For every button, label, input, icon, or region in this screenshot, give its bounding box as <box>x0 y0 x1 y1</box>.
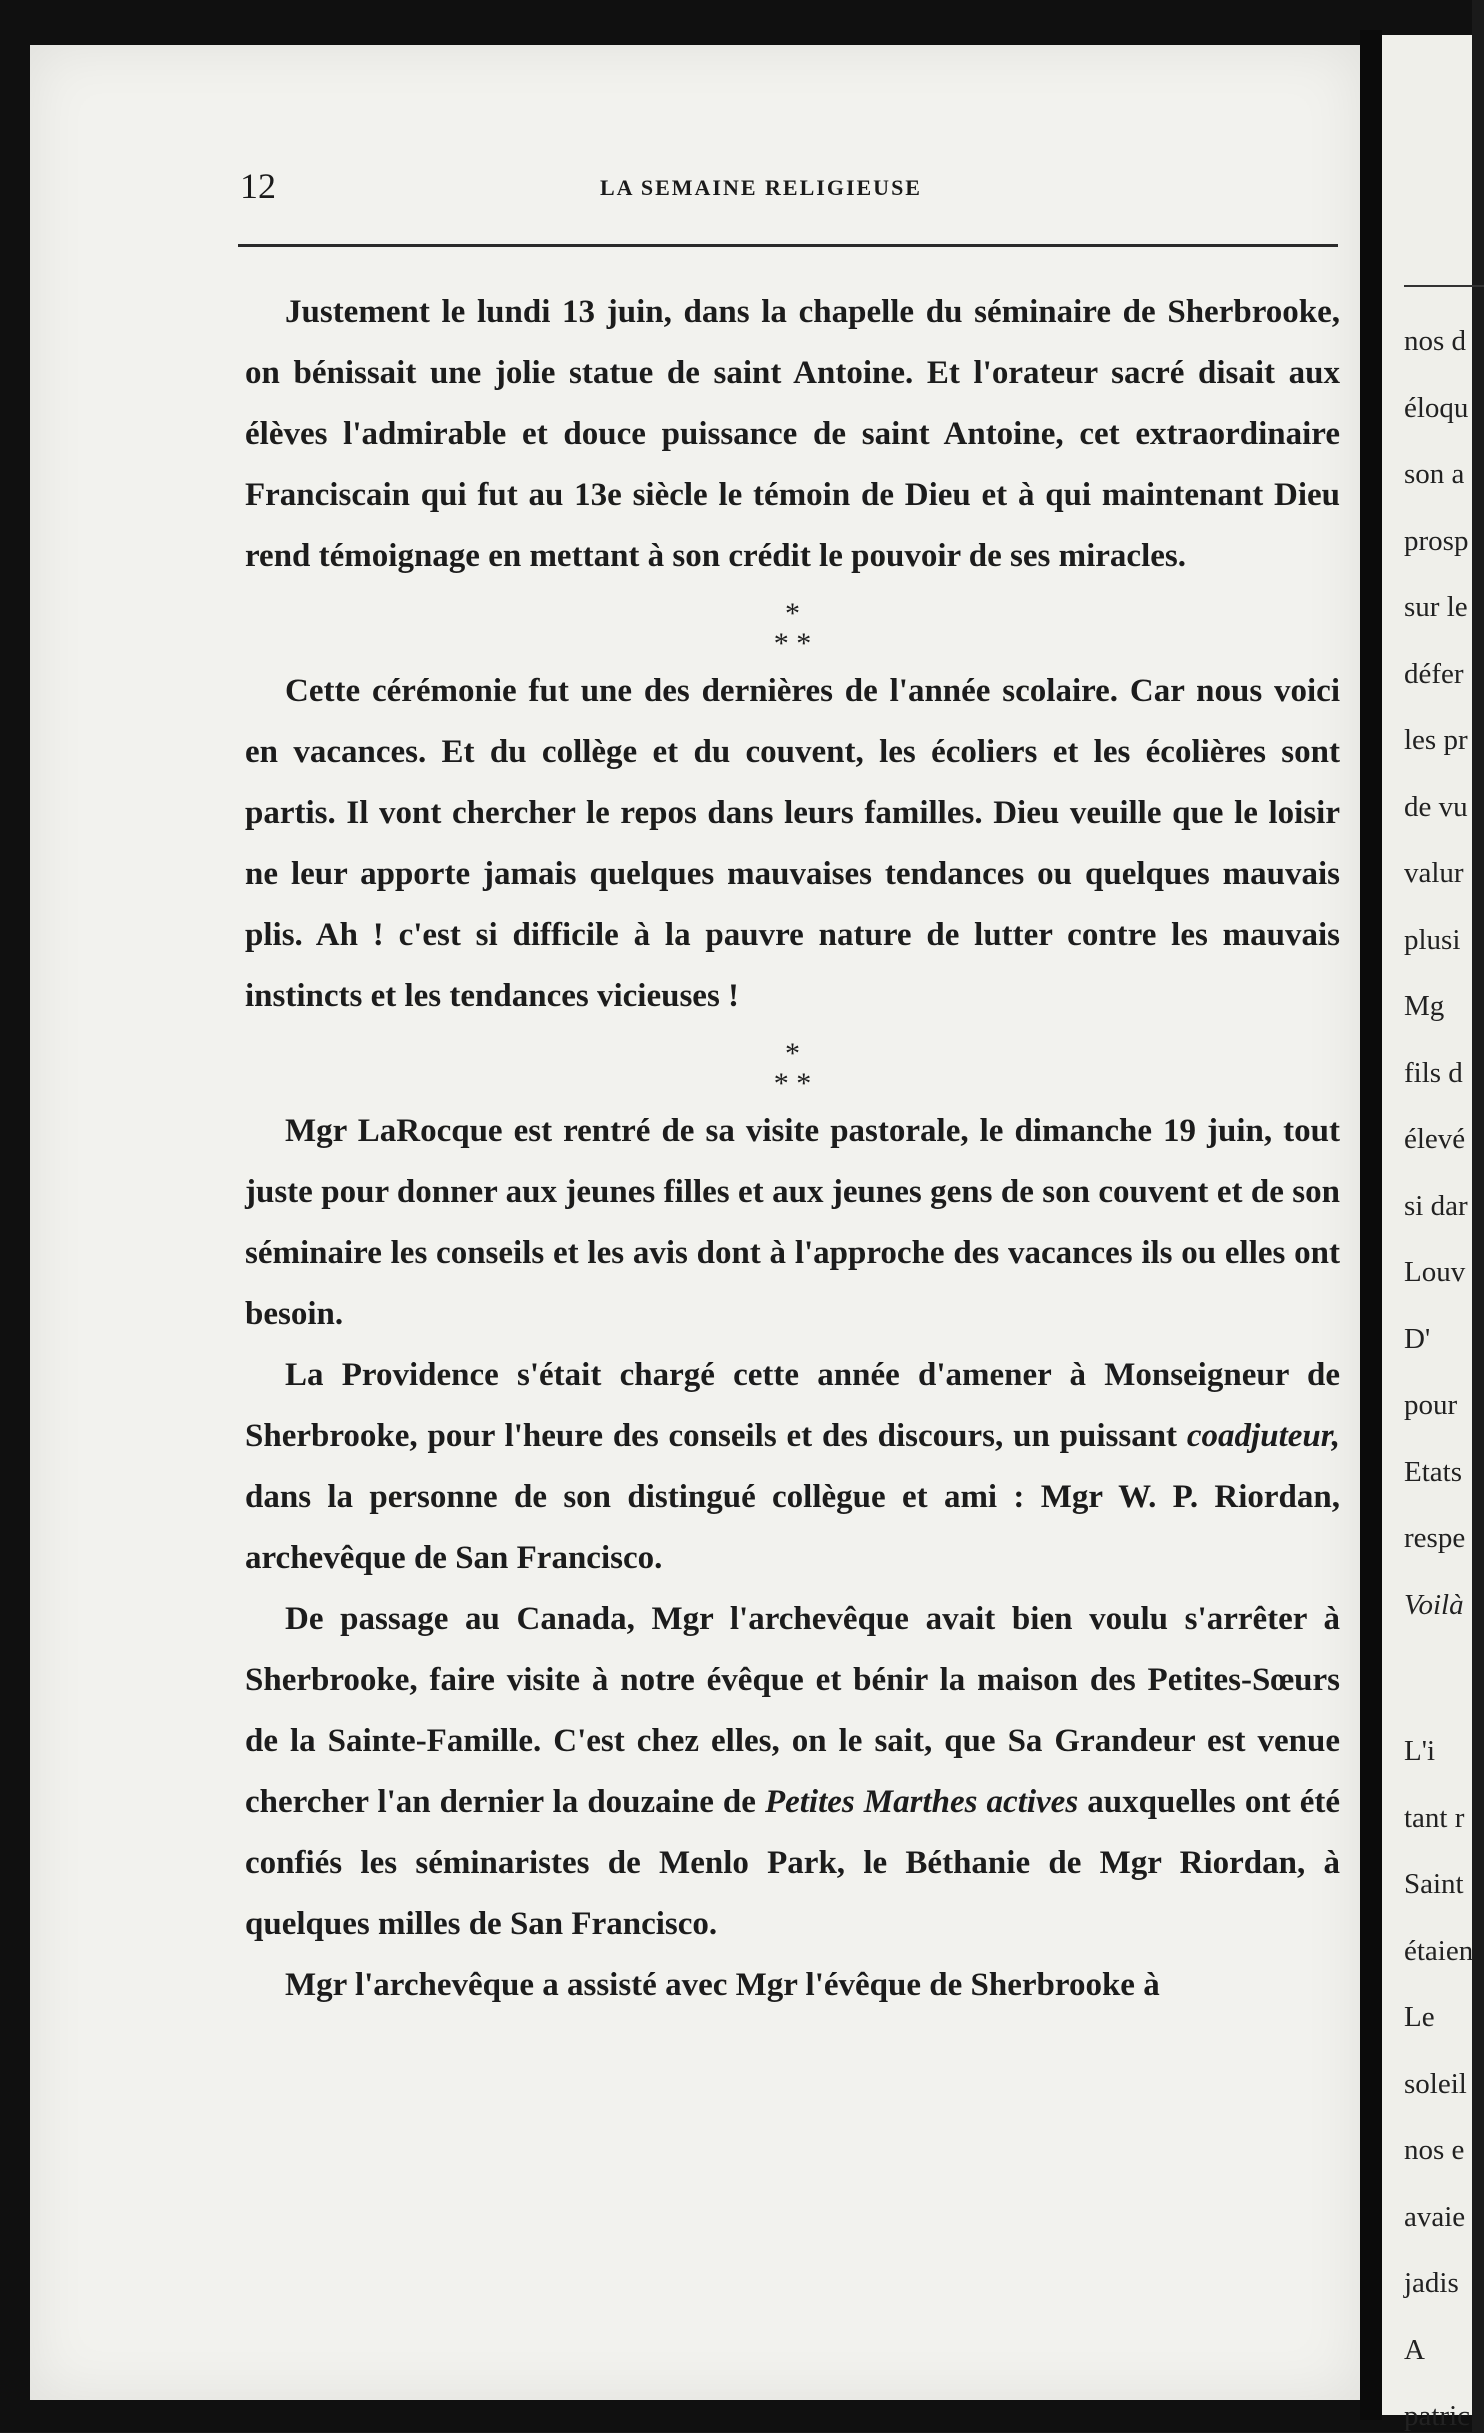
facing-page-fragment: Le <box>1404 2001 1435 2033</box>
facing-page-fragment: sur le <box>1404 591 1468 623</box>
asterism-star-right: * <box>796 627 812 660</box>
facing-page-fragment: Etats <box>1404 1455 1462 1488</box>
facing-page-fragment: Louv <box>1404 1256 1466 1288</box>
facing-page-fragment: élevé <box>1404 1123 1466 1155</box>
paragraph-passage-canada <box>245 1589 1340 1955</box>
facing-page-fragment: A <box>1404 2333 1425 2366</box>
book-gutter <box>1360 30 1382 2420</box>
facing-page-fragment: fils d <box>1404 1056 1463 1089</box>
page-body <box>245 282 1340 2016</box>
asterism-separator-2 <box>245 1027 1340 1101</box>
coadjuteur-italic: coadjuteur, <box>1186 1418 1341 1454</box>
asterism-star-right: * <box>796 1067 812 1100</box>
asterism-star-pair <box>774 627 812 660</box>
facing-page-fragment: Voilà <box>1404 1588 1464 1621</box>
asterism-star-left: * <box>773 627 789 660</box>
passage-text-b: auxquelles ont été confiés les séminaristes de Menlo Park, le Béthanie de Mgr Riordan, à quelques milles de San Francisco. <box>245 1784 1340 1942</box>
facing-page-rule <box>1404 285 1484 287</box>
facing-page-fragment: si dar <box>1404 1189 1468 1222</box>
petites-marthes-italic: Petites Marthes actives <box>764 1784 1079 1820</box>
facing-page-fragment: défer <box>1404 657 1464 690</box>
providence-text-a: La Providence s'était chargé cette année d'amener à Monseigneur de Sherbrooke, pour l'heure des conseils et des discours, un puissant <box>245 1357 1340 1454</box>
paragraph-providence <box>245 1345 1340 1589</box>
passage-text-a: De passage au Canada, Mgr l'archevêque avait bien voulu s'arrêter à Sherbrooke, faire visite à notre évêque et bénir la maison des Petites-Sœurs de la Sainte-Famille. C'est chez elles, on le sait, que Sa Grandeur est venue chercher l'an dernier la douzaine de <box>245 1601 1340 1820</box>
asterism-star-top: * <box>785 1037 800 1070</box>
facing-page-fragment: les pr <box>1404 724 1468 756</box>
facing-page-fragment: étaien <box>1404 1934 1474 1967</box>
page-header <box>240 165 1340 205</box>
facing-page-fragment: nos d <box>1404 325 1467 357</box>
asterism-star-left: * <box>773 1067 789 1100</box>
facing-page-fragment: éloqu <box>1404 391 1469 424</box>
paragraph-statue-blessing: Justement le lundi 13 juin, dans la chapelle du séminaire de Sherbrooke, on bénissait une jolie statue de saint Antoine. Et l'orateur sacré disait aux élèves l'admirable et douce puissance de saint Antoine, cet extraordinaire Franciscain qui fut au 13e siècle le témoin de Dieu et à qui maintenant Dieu rend témoignage en mettant à son crédit le pouvoir de ses miracles. <box>245 294 1340 574</box>
facing-page-fragment: nos e <box>1404 2134 1465 2166</box>
facing-page-fragment: valur <box>1404 857 1464 889</box>
facing-page-fragment: tant r <box>1404 1801 1465 1834</box>
facing-page-fragment: prosp <box>1404 524 1469 557</box>
providence-text-b: dans la personne de son distingué collègue et ami : Mgr W. P. Riordan, archevêque de San Francisco. <box>245 1479 1340 1576</box>
header-rule <box>238 244 1338 247</box>
facing-page-fragment: son a <box>1404 458 1465 490</box>
paragraph-visite-pastorale: Mgr LaRocque est rentré de sa visite pastorale, le dimanche 19 juin, tout juste pour donner aux jeunes filles et aux jeunes gens de son couvent et de son séminaire les conseils et les avis dont à l'approche des vacances ils ou elles ont besoin. <box>245 1113 1340 1332</box>
facing-page-fragment: plusi <box>1404 923 1461 956</box>
page-number: 12 <box>240 166 276 206</box>
facing-page-fragment: pour <box>1404 1389 1458 1421</box>
facing-page-fragment: L'i <box>1404 1735 1435 1767</box>
running-title: LA SEMAINE RELIGIEUSE <box>600 175 922 200</box>
facing-page-fragment: patric <box>1404 2400 1471 2432</box>
asterism-separator-1 <box>245 587 1340 661</box>
facing-page-fragment: jadis <box>1404 2267 1459 2299</box>
paragraph-archeveque: Mgr l'archevêque a assisté avec Mgr l'évêque de Sherbrooke à <box>285 1967 1160 2003</box>
paragraph-vacances: Cette cérémonie fut une des dernières de l'année scolaire. Car nous voici en vacances. Et du collège et du couvent, les écoliers et les écolières sont partis. Il vont chercher le repos dans leurs familles. Dieu veuille que le loisir ne leur apporte jamais quelques mauvaises tendances ou quelques mauvais plis. Ah ! c'est si difficile à la pauvre nature de lutter contre les mauvais instincts et les tendances vicieuses ! <box>245 673 1340 1014</box>
facing-page-fragment: avaie <box>1404 2200 1466 2233</box>
facing-page-fragment: respe <box>1404 1522 1466 1554</box>
asterism-star-pair <box>774 1067 812 1100</box>
facing-page-edge <box>1382 35 1474 2432</box>
asterism-star-top: * <box>785 597 800 630</box>
facing-page-fragment: Saint <box>1404 1868 1464 1900</box>
facing-page-fragment: Mg <box>1404 990 1445 1022</box>
facing-page-fragment: D' <box>1404 1322 1431 1355</box>
facing-page-fragment: soleil <box>1404 2067 1467 2100</box>
facing-page-fragment: de vu <box>1404 790 1468 823</box>
